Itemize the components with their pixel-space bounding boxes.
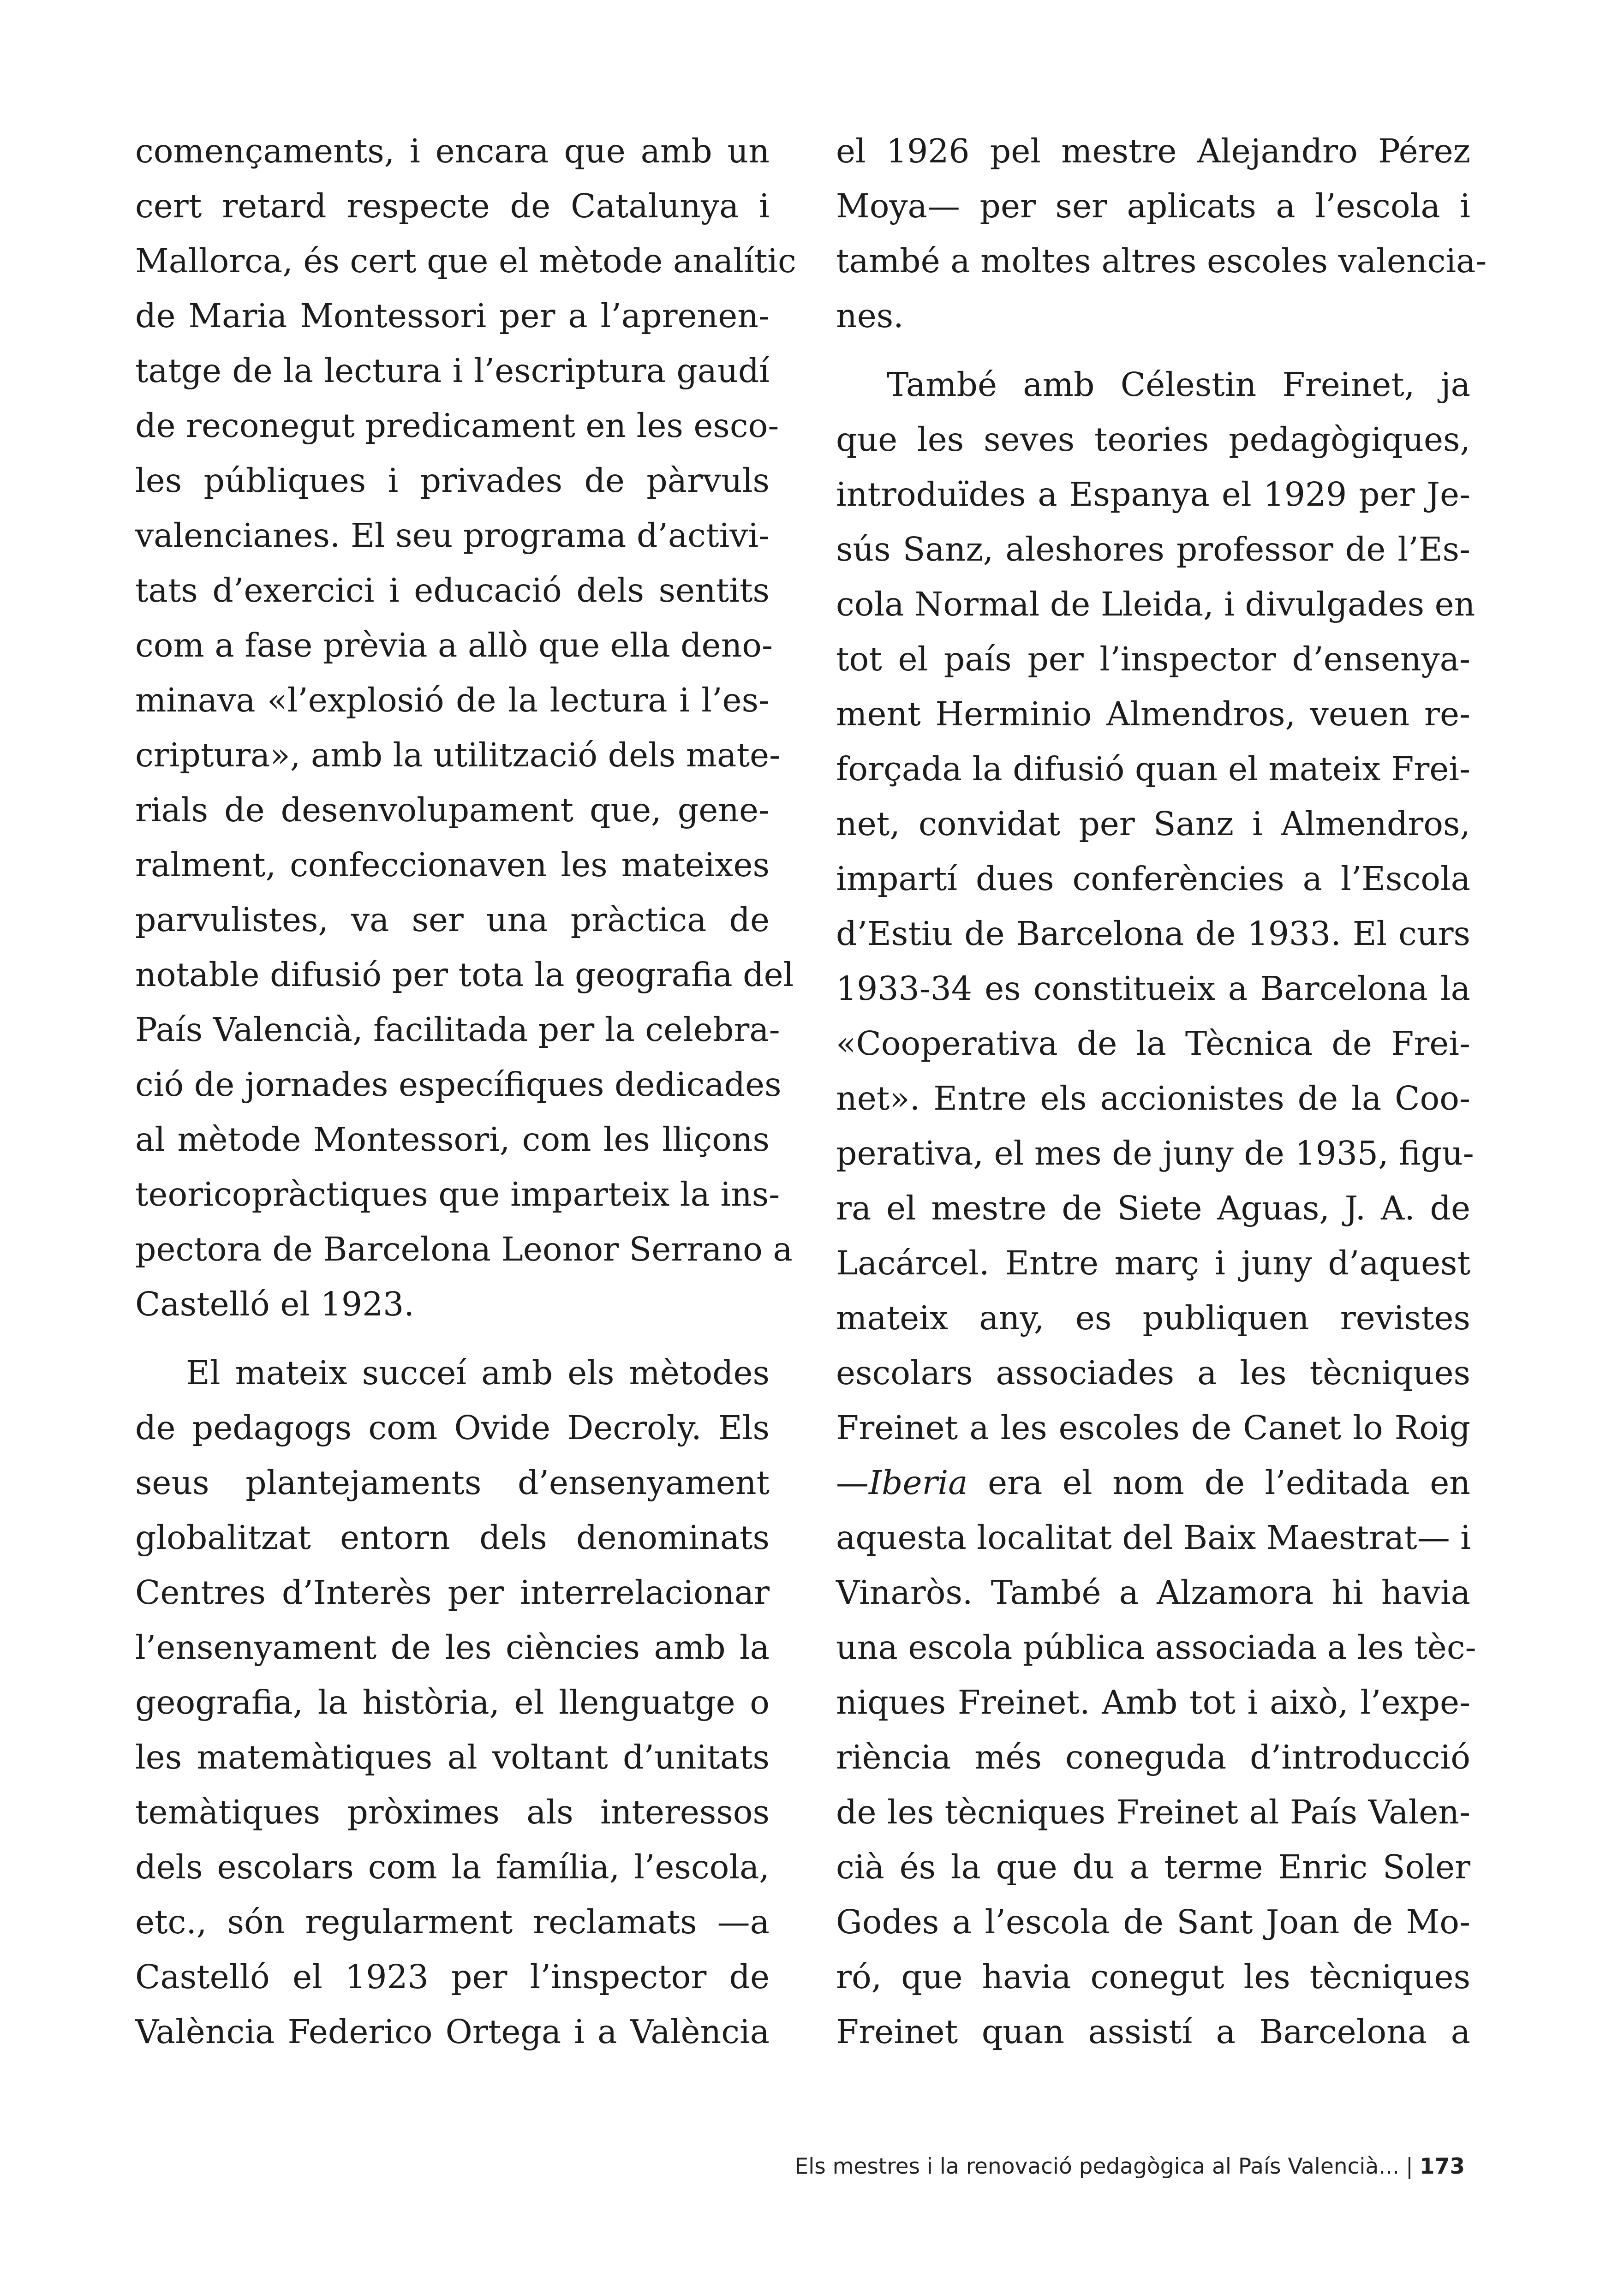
text-line: També amb Célestin Freinet, ja	[887, 365, 1470, 404]
text-line: València Federico Ortega i a València	[135, 2013, 770, 2051]
text-line: notable difusió per tota la geografia del	[135, 956, 794, 994]
page-number: 173	[1419, 2154, 1465, 2179]
text-line: tatge de la lectura i l’escriptura gaudí	[135, 352, 770, 390]
text-line: Moya— per ser aplicats a l’escola i	[836, 187, 1470, 225]
text-line: Freinet a les escoles de Canet lo Roig	[836, 1409, 1470, 1447]
text-line: ra el mestre de Siete Aguas, J. A. de	[836, 1189, 1470, 1227]
text-line: nes.	[836, 297, 904, 335]
text-line: ró, que havia conegut les tècniques	[836, 1958, 1470, 1996]
text-line: sús Sanz, aleshores professor de l’Es-	[836, 530, 1470, 568]
text-line: ralment, confeccionaven les mateixes	[135, 846, 770, 884]
text-line: les matemàtiques al voltant d’unitats	[135, 1738, 770, 1776]
text-line: Freinet quan assistí a Barcelona a	[836, 2013, 1470, 2051]
text-line: minava «l’explosió de la lectura i l’es-	[135, 681, 770, 719]
text-line: geografia, la història, el llenguatge o	[135, 1683, 770, 1721]
text-line: parvulistes, va ser una pràctica de	[135, 901, 770, 939]
italic-title-iberia: Iberia	[869, 1464, 968, 1502]
text-line: forçada la difusió quan el mateix Frei-	[836, 750, 1470, 788]
text-line: cert retard respecte de Catalunya i	[135, 187, 770, 225]
text-line: també a moltes altres escoles valencia-	[836, 242, 1487, 280]
text-line: Vinaròs. També a Alzamora hi havia	[836, 1573, 1470, 1612]
text-line: escolars associades a les tècniques	[836, 1354, 1470, 1392]
text-line: el 1926 pel mestre Alejandro Pérez	[836, 132, 1470, 170]
text-line: rials de desenvolupament que, gene-	[135, 791, 770, 829]
text-line: globalitzat entorn dels denominats	[135, 1518, 770, 1557]
text-line: etc., són regularment reclamats —a	[135, 1903, 770, 1941]
text-line: riència més coneguda d’introducció	[836, 1738, 1470, 1776]
text-line: l’ensenyament de les ciències amb la	[135, 1628, 770, 1667]
text-line: tats d’exercici i educació dels sentits	[135, 571, 770, 610]
text-line: de pedagogs com Ovide Decroly. Els	[135, 1409, 770, 1447]
running-title: Els mestres i la renovació pedagògica al País Valencià...	[794, 2154, 1400, 2179]
text-line: net, convidat per Sanz i Almendros,	[836, 805, 1470, 843]
text-line: teoricopràctiques que imparteix la ins-	[135, 1175, 780, 1213]
text-line: començaments, i encara que amb un	[135, 132, 770, 170]
text-line: de les tècniques Freinet al País Valen-	[836, 1793, 1470, 1831]
text-line: cià és la que du a terme Enric Soler	[836, 1848, 1470, 1886]
text-line: El mateix succeí amb els mètodes	[186, 1354, 770, 1392]
text-line: de Maria Montessori per a l’aprenen-	[135, 297, 770, 335]
text-line: impartí dues conferències a l’Escola	[836, 860, 1470, 898]
text-line: de reconegut predicament en les esco-	[135, 406, 779, 445]
text-line: tot el país per l’inspector d’ensenya-	[836, 640, 1470, 678]
text-line: d’Estiu de Barcelona de 1933. El curs	[836, 914, 1470, 953]
text-line: perativa, el mes de juny de 1935, figu-	[836, 1134, 1474, 1172]
right-column	[836, 124, 1487, 2059]
text-line: ció de jornades específiques dedicades	[135, 1065, 782, 1104]
text-line: pectora de Barcelona Leonor Serrano a	[135, 1230, 793, 1268]
footer-separator: |	[1406, 2154, 1413, 2179]
text-line: Castelló el 1923.	[135, 1285, 414, 1323]
text-line: Castelló el 1923 per l’inspector de	[135, 1958, 770, 1996]
text-line: les públiques i privades de pàrvuls	[135, 461, 770, 500]
text-line: seus plantejaments d’ensenyament	[135, 1464, 770, 1502]
text-line: Mallorca, és cert que el mètode analític	[135, 242, 796, 280]
text-line: Lacárcel. Entre març i juny d’aquest	[836, 1244, 1470, 1282]
text-line: ment Herminio Almendros, veuen re-	[836, 695, 1470, 733]
line-remainder: era el nom de l’editada en	[967, 1464, 1470, 1502]
text-line: dels escolars com la família, l’escola,	[135, 1848, 770, 1886]
text-line: niques Freinet. Amb tot i això, l’expe-	[836, 1683, 1470, 1721]
text-line: que les seves teories pedagògiques,	[836, 420, 1470, 459]
text-line: valencianes. El seu programa d’activi-	[135, 516, 770, 555]
text-line: Centres d’Interès per interrelacionar	[135, 1573, 770, 1612]
dash-prefix: —	[836, 1464, 869, 1502]
text-line: cola Normal de Lleida, i divulgades en	[836, 585, 1475, 623]
text-line: criptura», amb la utilització dels mate-	[135, 736, 781, 774]
text-line: Godes a l’escola de Sant Joan de Mo-	[836, 1903, 1470, 1941]
text-line: introduïdes a Espanya el 1929 per Je-	[836, 475, 1470, 514]
text-line-with-italic	[836, 1455, 1470, 1510]
text-line: al mètode Montessori, com les lliçons	[135, 1120, 770, 1159]
text-line: net». Entre els accionistes de la Coo-	[836, 1079, 1470, 1118]
text-line: una escola pública associada a les tèc-	[836, 1628, 1476, 1667]
text-line: mateix any, es publiquen revistes	[836, 1299, 1470, 1337]
left-column	[135, 124, 796, 2059]
text-line: temàtiques pròximes als interessos	[135, 1793, 770, 1831]
text-line: com a fase prèvia a allò que ella deno-	[135, 626, 773, 664]
text-line: País Valencià, facilitada per la celebra-	[135, 1010, 780, 1049]
text-line: «Cooperativa de la Tècnica de Frei-	[836, 1024, 1470, 1063]
page-footer	[692, 2154, 1465, 2191]
text-line: 1933-34 es constitueix a Barcelona la	[836, 969, 1470, 1008]
text-line: aquesta localitat del Baix Maestrat— i	[836, 1518, 1471, 1557]
